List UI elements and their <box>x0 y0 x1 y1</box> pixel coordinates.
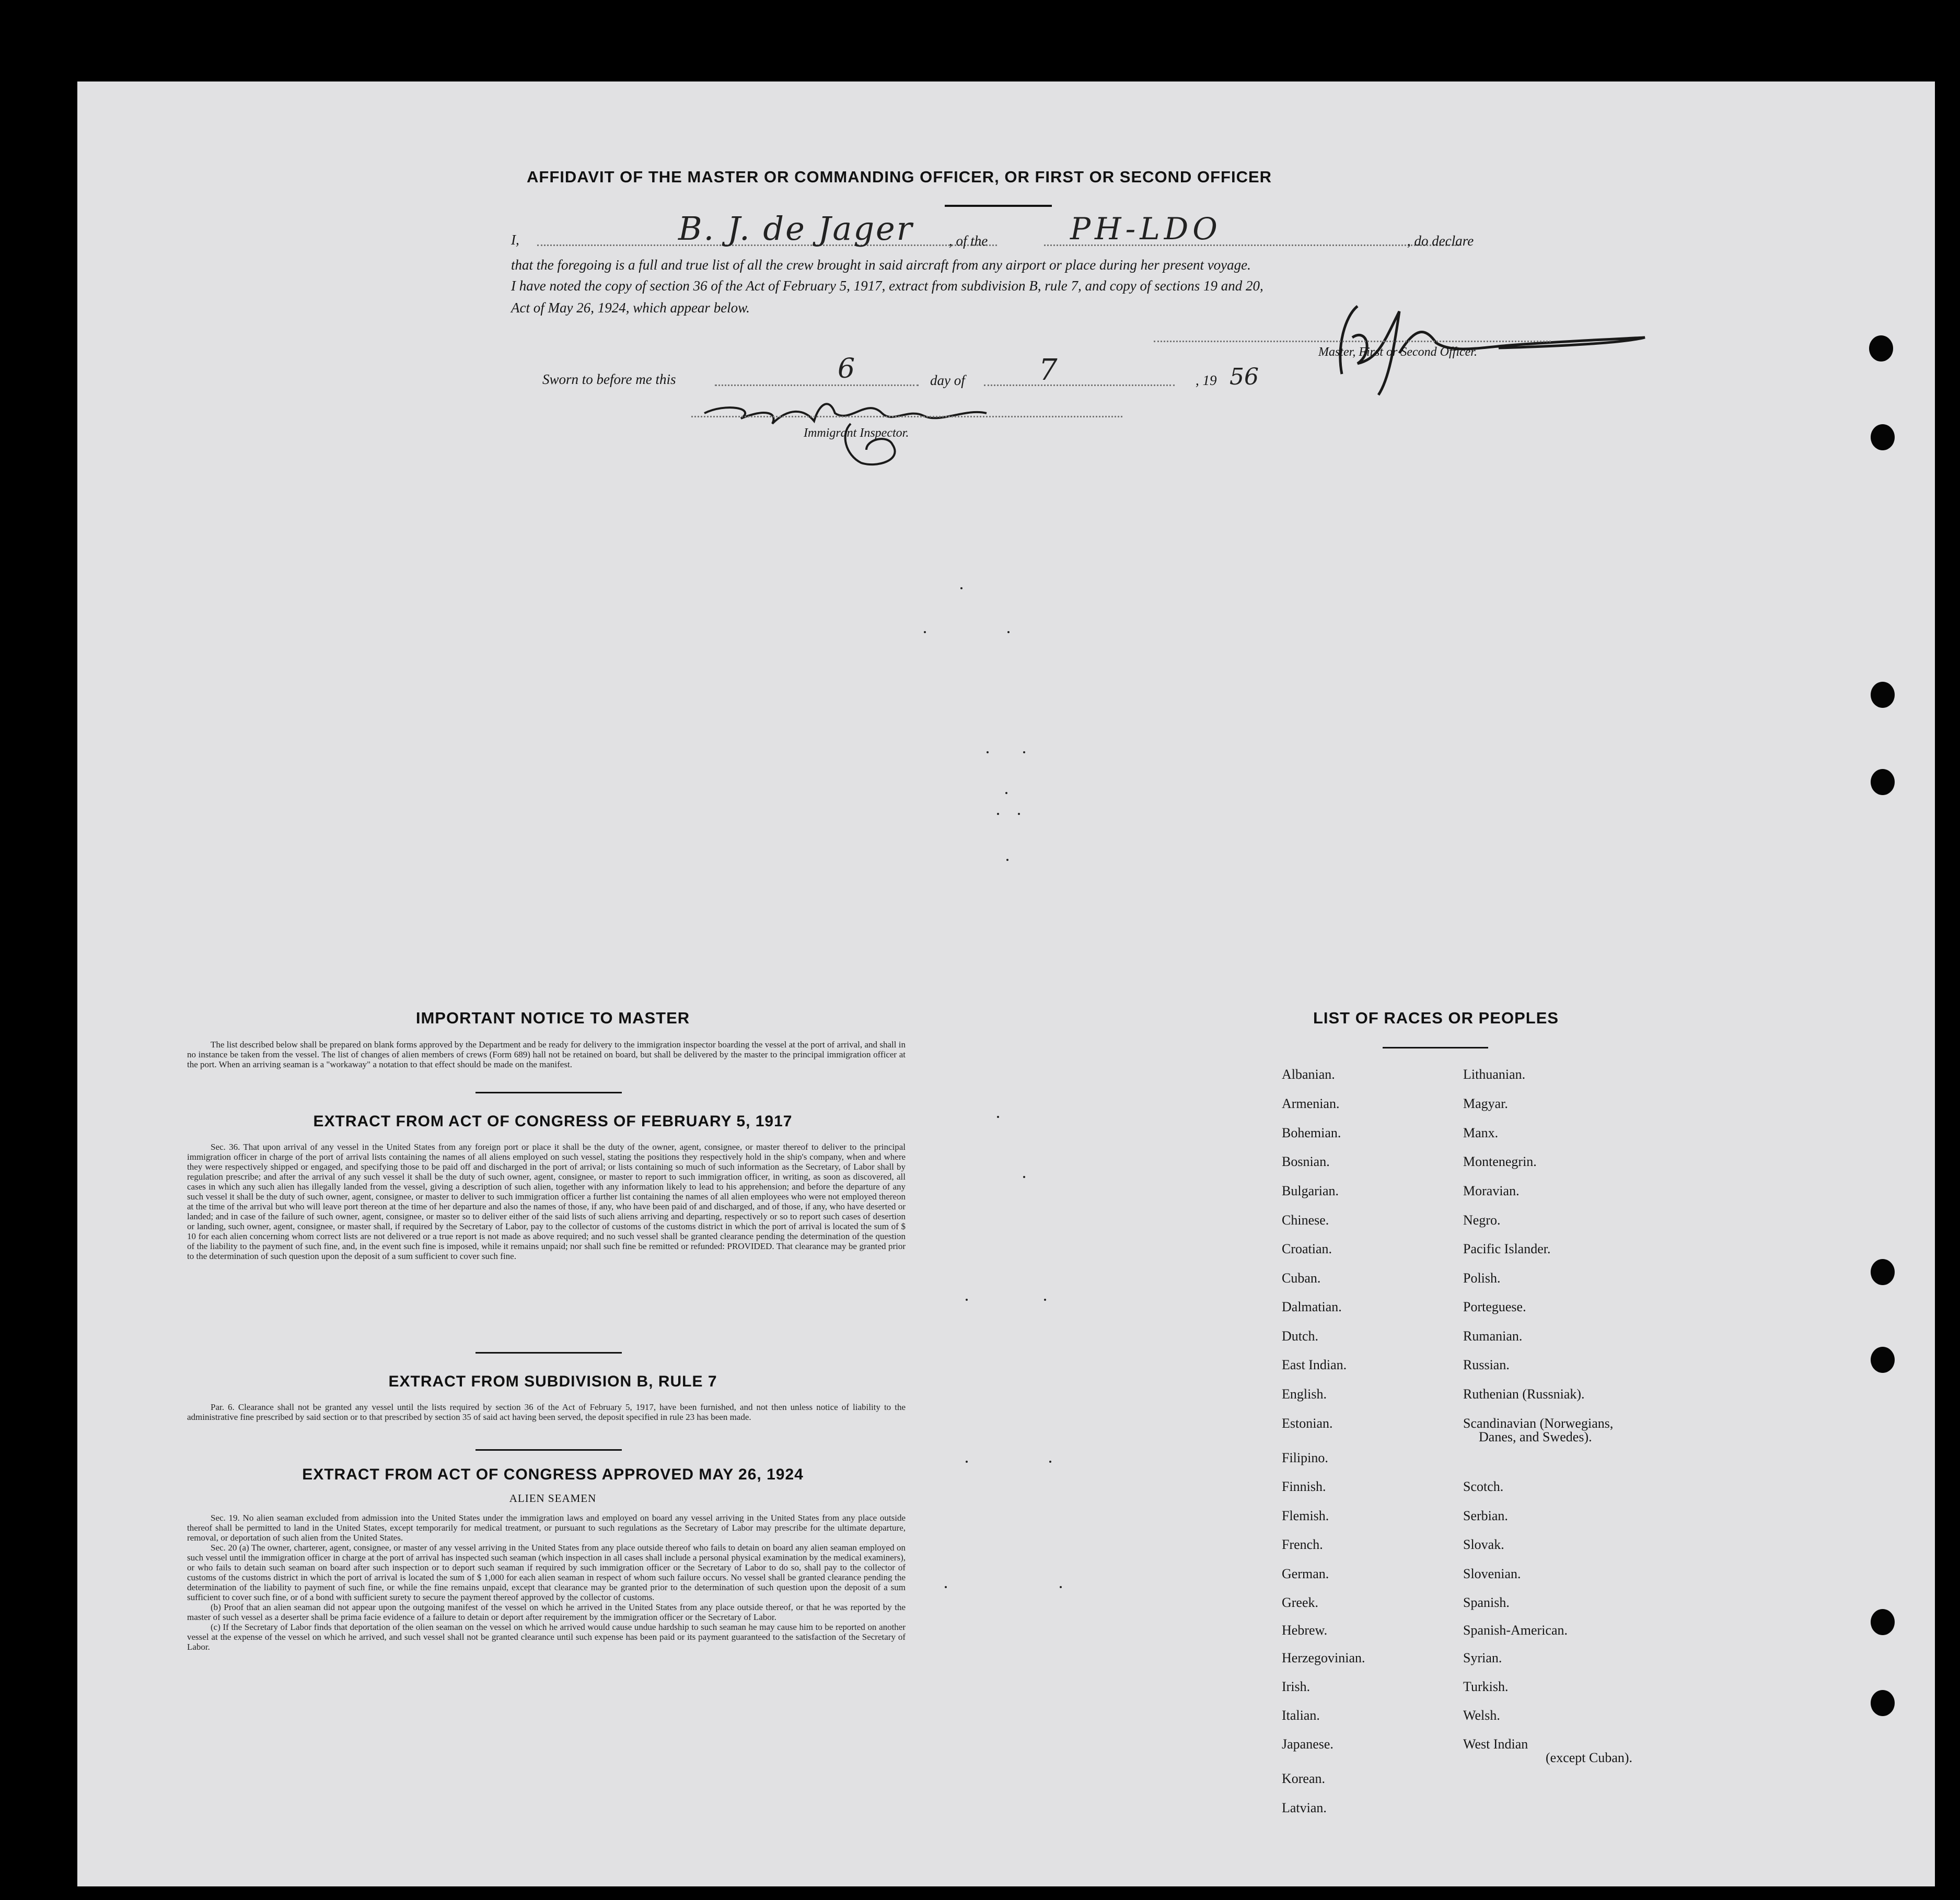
of-the-label: , of the <box>949 233 988 249</box>
race-right: Slovenian. <box>1463 1566 1521 1581</box>
race-left: Finnish. <box>1282 1479 1326 1494</box>
year-prefix: , 19 <box>1196 372 1217 388</box>
affidavit-title-rule <box>945 205 1052 207</box>
stray-mark <box>1023 1176 1025 1178</box>
race-right: Porteguese. <box>1463 1299 1526 1314</box>
extract-1924-body: Sec. 19. No alien seaman excluded from admission into the United States under the immigration laws and employed on board any vessel arriving in the United States from any place outside thereof shall be permitted to land in the United States, except temporarily for medical treatment, or pursuant to such regulations as the Secretary of Labor may prescribe for the ultimate departure, removal, or deportation of such alien from the United States. Sec. 20 (a) The owner, charterer, agent, consignee, or master of any vessel arriving in the United States from any place outside thereof who fails to detain on board any alien seaman employed on such vessel until the immigration officer in charge at the port of arrival has inspected such seaman (which inspection in all cases shall include a personal physical examination by the medical examiners), or who fails to detain such seaman on board after such inspection or to deport such seaman if required by such immigration officer or the Secretary of Labor to do so, shall pay to the collector of customs of the customs district in which the port of arrival is located the sum of $ 1,000 for each alien seaman in respect of whom such failure occurs. No vessel shall be granted clearance pending the determination of the liability to payment of such fine, or while the fine remains unpaid, except that clearance may be granted prior to the determination of such question upon the deposit of a sum sufficient to cover such fine, or of a bond with sufficient surety to secure the payment thereof approved by the collector of customs. (b) Proof that an alien seaman did not appear upon the outgoing manifest of the vessel on which he arrived in the United States from any place outside thereof, or that he was reported by the master of such vessel as a deserter shall be prima facie evidence of a failure to detain or deport after requirement by the immigration officer or the Secretary of Labor. (c) If the Secretary of Labor finds that deportation of the olien seaman on the vessel on which he arrived would cause undue hardship to such seaman he may cause him to be reported on another vessel at the expense of the vessel on which he arrived, and such vessel shall not be granted clearance until such expense has been paid or its payment guaranteed to the satisfaction of the Secretary of Labor. <box>187 1513 906 1652</box>
race-right: Magyar. <box>1463 1096 1508 1111</box>
race-right: Montenegrin. <box>1463 1154 1537 1169</box>
affidavit-line-4: Act of May 26, 1924, which appear below. <box>511 300 750 316</box>
stray-mark <box>1018 813 1020 815</box>
race-left: Armenian. <box>1282 1096 1340 1111</box>
race-right: Turkish. <box>1463 1679 1509 1694</box>
race-left: Korean. <box>1282 1771 1326 1786</box>
race-right: Welsh. <box>1463 1708 1500 1723</box>
stray-mark <box>945 1586 947 1588</box>
binder-hole <box>1871 1347 1895 1373</box>
inspector-caption: Immigrant Inspector. <box>804 426 909 440</box>
binder-hole <box>1871 1690 1895 1716</box>
stray-mark <box>966 1461 968 1463</box>
stray-mark <box>1044 1299 1046 1301</box>
stray-mark <box>997 1116 999 1118</box>
race-left: Dutch. <box>1282 1328 1319 1344</box>
race-left: English. <box>1282 1386 1327 1402</box>
stray-mark <box>1007 631 1010 633</box>
stray-mark <box>1023 751 1025 753</box>
race-left: French. <box>1282 1537 1323 1552</box>
race-left: Hebrew. <box>1282 1623 1328 1638</box>
race-left: Italian. <box>1282 1708 1320 1723</box>
officer-caption: Master, First or Second Officer. <box>1318 345 1477 359</box>
race-right: Spanish. <box>1463 1595 1510 1610</box>
race-right: Syrian. <box>1463 1650 1502 1665</box>
race-right: (except Cuban). <box>1546 1750 1633 1765</box>
race-right: West Indian <box>1463 1736 1528 1752</box>
race-left: Cuban. <box>1282 1270 1321 1286</box>
extract-rule7-body: Par. 6. Clearance shall not be granted any vessel until the lists required by section 36 of the Act of February 5, 1917, have been furnished, and not then unless notice of liability to the administrative fine prescribed by said section or to that prescribed by section 35 of said act having been served, the deposit specified in rule 23 has been made. <box>187 1402 906 1422</box>
binder-hole <box>1871 1609 1895 1635</box>
race-left: German. <box>1282 1566 1329 1581</box>
sworn-label: Sworn to before me this <box>542 371 676 387</box>
sworn-month-line <box>984 384 1175 386</box>
race-left: East Indian. <box>1282 1357 1347 1372</box>
race-left: Latvian. <box>1282 1800 1327 1815</box>
stray-mark <box>987 751 989 753</box>
race-right: Scandinavian (Norwegians, <box>1463 1416 1614 1431</box>
race-left: Albanian. <box>1282 1067 1335 1082</box>
extract-1924-title: EXTRACT FROM ACT OF CONGRESS APPROVED MAY 26, 1924 <box>302 1466 804 1483</box>
inspector-signature-line <box>691 416 1122 417</box>
race-right: Danes, and Swedes). <box>1479 1429 1592 1444</box>
race-right: Ruthenian (Russniak). <box>1463 1386 1585 1402</box>
binder-hole <box>1871 769 1895 795</box>
race-left: Filipino. <box>1282 1450 1328 1465</box>
binder-hole <box>1871 424 1895 450</box>
affidavit-i-label: I, <box>511 232 519 248</box>
race-left: Herzegovinian. <box>1282 1650 1365 1665</box>
race-left: Greek. <box>1282 1595 1319 1610</box>
stray-mark <box>966 1299 968 1301</box>
affidavit-line-2: that the foregoing is a full and true list of all the crew brought in said aircraft from any airport or place during her present voyage. <box>511 257 1251 273</box>
race-left: Japanese. <box>1282 1736 1333 1752</box>
master-signature-line <box>1154 341 1551 342</box>
day-of-label: day of <box>930 372 965 388</box>
extract-1917-rule <box>475 1352 622 1354</box>
year-handwritten: 56 <box>1230 364 1259 390</box>
extract-1917-body: Sec. 36. That upon arrival of any vessel in the United States from any foreign port or place it shall be the duty of the owner, agent, consignee, or master thereof to deliver to the principal immigration officer in charge of the port of arrival lists containing the names of all aliens employed on such vessel, stating the positions they respectively hold in the ship's company, when and where they were respectively shipped or engaged, and specifying those to be paid off and discharged in the port of arrival; or lists containing so much of such information as the Secretary, of Labor shall by regulation prescribe; and after the arrival of any such vessel it shall be the duty of such owner, agent, consignee, or master to report to such immigration officer, in writing, as soon as discovered, all cases in which any such alien has illegally landed from the vessel, giving a description of such alien, together with any information likely to lead to his apprehension; and before the departure of any such vessel it shall be the duty of such owner, agent, consignee, or master to deliver to such immigration officer a further list containing the names of all alien employees who were not employed thereon at the time of the arrival but who will leave port thereon at the time of her departure and also the names of those, if any, who have been paid of and discharged, and of those, if any, who have deserted or landed; and in case of the failure of such owner, agent, consignee, or master so to deliver either of the said lists of such aliens arriving and departing, respectively or so to report such cases of desertion or landing, such owner, agent, consignee, or master shall, if required by the Secretary of Labor, pay to the collector of customs of the customs district in which the port of arrival is located the sum of $ 10 for each alien concerning whom correct lists are not delivered or a true report is not made as above required; and no such vessel shall be granted clearance pending the determination of the question of the liability to the payment of such fine, and, in the event such fine is imposed, while it remains unpaid; nor shall such fine be remitted or refunded: PROVIDED. That clearance may be granted prior to the determination of such question upon the deposit of a sum sufficient to cover such fine. <box>187 1142 906 1261</box>
do-declare-label: , do declare <box>1407 233 1474 249</box>
stray-mark <box>960 587 962 589</box>
notice-title: IMPORTANT NOTICE TO MASTER <box>415 1009 690 1027</box>
stray-mark <box>1005 792 1007 794</box>
race-right: Rumanian. <box>1463 1328 1523 1344</box>
extract-1917-title: EXTRACT FROM ACT OF CONGRESS OF FEBRUARY 5, 1917 <box>313 1113 793 1130</box>
race-left: Chinese. <box>1282 1213 1329 1228</box>
race-right: Pacific Islander. <box>1463 1241 1551 1256</box>
race-right: Negro. <box>1463 1213 1501 1228</box>
race-left: Dalmatian. <box>1282 1299 1342 1314</box>
races-title: LIST OF RACES OR PEOPLES <box>1313 1009 1559 1027</box>
stray-mark <box>1049 1461 1051 1463</box>
race-left: Bulgarian. <box>1282 1183 1339 1198</box>
extract-1924-subtitle: ALIEN SEAMEN <box>509 1492 597 1505</box>
race-right: Russian. <box>1463 1357 1510 1372</box>
stray-mark <box>1006 859 1008 861</box>
race-left: Croatian. <box>1282 1241 1332 1256</box>
race-left: Irish. <box>1282 1679 1310 1694</box>
stray-mark <box>997 813 999 815</box>
extract-rule7-rule <box>475 1449 622 1451</box>
race-left: Flemish. <box>1282 1508 1329 1523</box>
sworn-month-handwritten: 7 <box>1039 353 1058 387</box>
sworn-day-line <box>715 384 919 386</box>
race-right: Polish. <box>1463 1270 1501 1286</box>
inspector-signature <box>694 392 1143 471</box>
aircraft-handwritten: PH-LDO <box>1070 211 1222 247</box>
binder-hole <box>1871 682 1895 708</box>
race-right: Scotch. <box>1463 1479 1504 1494</box>
affidavit-line-3: I have noted the copy of section 36 of the Act of February 5, 1917, extract from subdivision B, rule 7, and copy of sections 19 and 20, <box>511 278 1263 294</box>
race-left: Bosnian. <box>1282 1154 1330 1169</box>
binder-hole <box>1871 1259 1895 1285</box>
race-left: Estonian. <box>1282 1416 1333 1431</box>
master-name-handwritten: B. J. de Jager <box>678 209 914 248</box>
race-right: Slovak. <box>1463 1537 1504 1552</box>
stray-mark <box>1060 1586 1062 1588</box>
sworn-day-handwritten: 6 <box>838 353 855 384</box>
document-page <box>77 81 1935 1886</box>
race-right: Manx. <box>1463 1125 1499 1140</box>
notice-rule <box>475 1092 622 1093</box>
stray-mark <box>924 631 926 633</box>
races-title-rule <box>1383 1047 1488 1048</box>
race-left: Bohemian. <box>1282 1125 1341 1140</box>
affidavit-title: AFFIDAVIT OF THE MASTER OR COMMANDING OFFICER, OR FIRST OR SECOND OFFICER <box>527 168 1272 186</box>
notice-body: The list described below shall be prepared on blank forms approved by the Department and be ready for delivery to the immigration inspector boarding the vessel at the port of arrival, and shall in no instance be taken from the vessel. The list of changes of alien members of crews (Form 689) hall not be retained on board, but shall be delivered by the master to the principal immigration officer at the port. When an arriving seaman is a "workaway" a notation to that effect should be made on the manifest. <box>187 1040 906 1069</box>
race-right: Serbian. <box>1463 1508 1508 1523</box>
extract-rule7-title: EXTRACT FROM SUBDIVISION B, RULE 7 <box>388 1373 717 1390</box>
race-right: Moravian. <box>1463 1183 1520 1198</box>
race-right: Spanish-American. <box>1463 1623 1568 1638</box>
race-right: Lithuanian. <box>1463 1067 1526 1082</box>
binder-hole <box>1869 335 1893 362</box>
